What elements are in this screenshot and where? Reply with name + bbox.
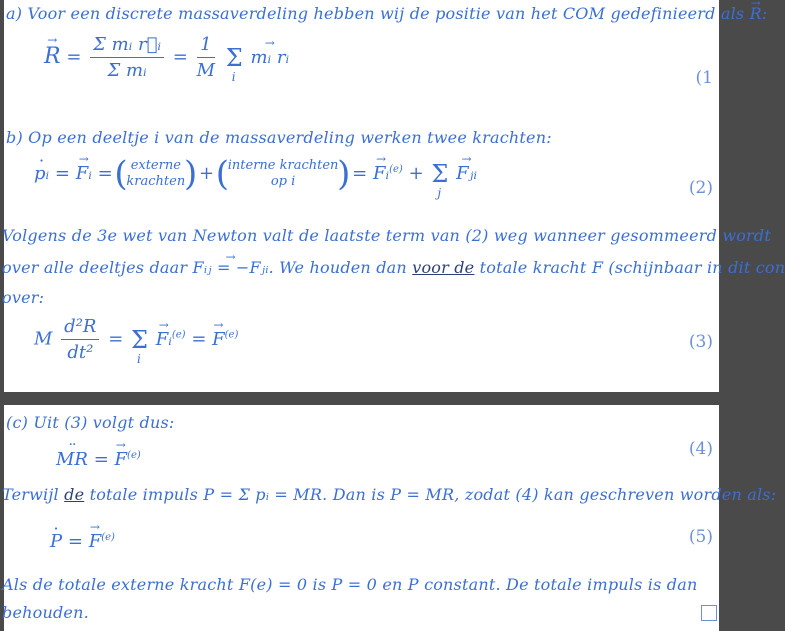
eq3-mass: M (34, 328, 53, 350)
para2-equation: → Fᵢⱼ = −Fⱼᵢ (193, 258, 269, 278)
equation-1 (44, 34, 290, 84)
eq3-sup-e-2: (e) (224, 329, 239, 341)
para4-part-a: Terwijl (2, 485, 59, 504)
equation-3 (34, 316, 239, 366)
eq1-one-over-m (197, 34, 215, 81)
eq1-denominator: Σ mᵢ (107, 60, 147, 81)
eq4-sup-e: (e) (127, 450, 141, 461)
eq2-equals: = (54, 163, 70, 184)
eq2-momentum: · pᵢ (34, 163, 49, 184)
eq4-equals: = (93, 449, 109, 470)
para2-part-b: . We houden dan (268, 258, 407, 277)
eq2-sigma: Σ j (431, 160, 449, 200)
eq2-paren2-top: ( interne krachten (227, 158, 339, 173)
eq2-paren1-top: ( externe (130, 158, 181, 173)
eq3-sup-e: (e) (171, 329, 186, 341)
eq2-external-paren (118, 158, 193, 190)
paragraph-newton-2 (2, 258, 785, 278)
paragraph-newton-3: over: (2, 288, 45, 307)
paragraph-conservation-end: behouden. (2, 603, 89, 622)
eq1-sigma: Σ i (225, 43, 243, 84)
eq2-force: → Fᵢ (76, 163, 92, 184)
notebook-page-2 (2, 405, 777, 631)
paragraph-newton-1: Volgens de 3e wet van Newton valt de laatste term van (2) weg wanneer gesommeerd wordt (2, 226, 771, 245)
qed-box-icon (701, 605, 717, 621)
section-c-text: (c) Uit (3) volgt dus: (6, 413, 175, 432)
eq2-external-force: → Fᵢ (373, 163, 389, 184)
eq1-mass: M (196, 60, 216, 81)
eq2-sup-e: (e) (389, 164, 403, 175)
eq2-plus-2: + (408, 163, 424, 184)
eq1-lhs: → R (44, 44, 61, 69)
eq2-equals-3: = (352, 163, 368, 184)
notebook-page-1 (2, 0, 785, 392)
eq2-paren2-bottom: op i (270, 174, 296, 189)
eq3-sigma: Σ i (131, 325, 148, 366)
eq1-sum-term: → mᵢ rᵢ (250, 47, 289, 68)
eq2-equals-2: = (97, 163, 113, 184)
eq2-sigma-index: j (437, 186, 442, 200)
eq3-numerator: d²R (61, 316, 99, 340)
eq1-equals-2: = (172, 46, 188, 68)
equation-4 (56, 449, 141, 470)
eq5-number: (5) (688, 527, 713, 547)
eq3-equals-2: = (191, 328, 207, 350)
eq2-internal-paren (220, 158, 347, 190)
eq2-plus: + (198, 163, 215, 184)
eq1-fraction (90, 34, 164, 81)
colon: : (761, 4, 768, 23)
com-symbol: → R (750, 4, 762, 24)
eq1-one: 1 (197, 34, 215, 58)
eq1-number: (1 (695, 68, 713, 88)
section-a-text (6, 4, 768, 24)
eq1-equals: = (66, 46, 82, 68)
eq4-number: (4) (688, 439, 713, 459)
equation-2 (34, 158, 477, 200)
eq4-lhs: ·· MR (56, 449, 88, 470)
paragraph-impulse (2, 485, 776, 505)
para4-part-b: de (64, 485, 85, 504)
eq1-numerator: Σ mᵢ r⃗ᵢ (90, 34, 164, 58)
eq1-sigma-index: i (231, 69, 236, 84)
para2-part-d: totale kracht F (schijnbaar in dit con (479, 258, 785, 277)
eq2-number: (2) (688, 178, 713, 198)
paragraph-conservation: Als de totale externe kracht F(e) = 0 is P = 0 en P constant. De totale impuls is dan (2, 575, 698, 594)
eq2-internal-force: → Fⱼᵢ (456, 163, 477, 184)
eq3-total-force: → F (212, 329, 225, 350)
eq5-lhs: · P (50, 531, 62, 552)
eq3-sigma-index: i (137, 351, 141, 366)
para2-part-a: over alle deeltjes daar (2, 258, 188, 277)
section-b-text: b) Op een deeltje i van de massaverdeling werken twee krachten: (6, 128, 552, 147)
eq3-derivative (61, 316, 99, 363)
eq3-denominator: dt² (67, 342, 94, 363)
eq5-force: → F (89, 531, 102, 552)
eq3-equals: = (108, 328, 124, 350)
eq3-number: (3) (688, 332, 713, 352)
eq4-force: → F (115, 449, 128, 470)
eq2-paren1-bottom: krachten (126, 174, 186, 189)
eq3-force-i: → Fᵢ (156, 329, 172, 350)
para2-part-c: voor de (412, 258, 475, 277)
section-a-sentence: a) Voor een discrete massaverdeling hebben wij de positie van het COM gedefinieerd als (6, 4, 745, 23)
equation-5 (50, 531, 115, 552)
para4-part-c: totale impuls P = Σ pᵢ = MR. Dan is P = MR, zodat (4) kan geschreven worden als: (89, 485, 777, 504)
eq5-equals: = (67, 531, 83, 552)
eq5-sup-e: (e) (101, 532, 115, 543)
